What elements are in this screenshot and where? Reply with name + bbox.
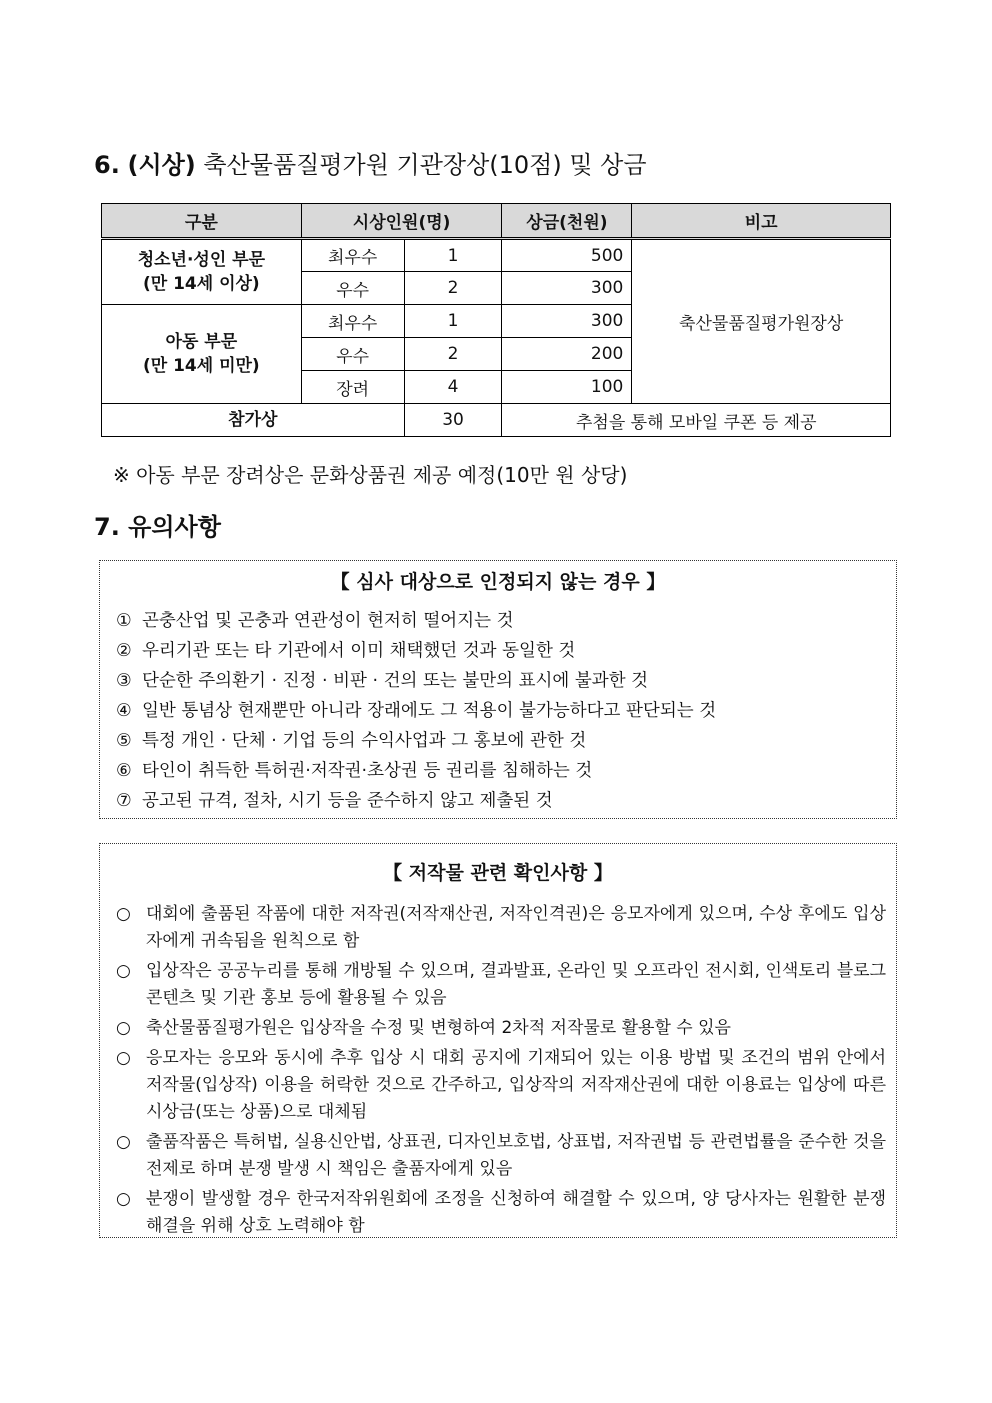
count-cell: 2 [404,272,502,305]
list-item [116,666,896,696]
section-label: (시상) [127,151,196,179]
count-cell: 4 [404,371,502,404]
header-count: 시상인원(명) [301,204,502,239]
award-cell: 우수 [301,272,404,305]
circle-bullet-icon: ○ [116,961,131,981]
table-row [102,404,891,437]
item-marker: ③ [116,671,132,691]
group-name [102,239,302,305]
prize-cell: 200 [502,338,632,371]
list-item [116,901,886,955]
header-prize: 상금(천원) [502,204,632,239]
item-marker: ⑦ [116,791,132,811]
box-title: 【 저작물 관련 확인사항 】 [383,862,613,884]
exclusion-list [100,606,896,816]
group-name-line: (만 14세 이상) [142,274,260,294]
group-name-line: (만 14세 미만) [142,356,260,376]
item-marker: ④ [116,701,132,721]
section-title: 축산물품질평가원 기관장상(10점) 및 상금 [203,151,647,179]
prize-cell: 300 [502,305,632,338]
exclusion-criteria-box [99,560,897,819]
circle-bullet-icon: ○ [116,1189,131,1209]
list-item [116,636,896,666]
count-cell: 2 [404,338,502,371]
participation-count: 30 [404,404,502,437]
item-text: 일반 통념상 현재뿐만 아니라 장래에도 그 적용이 불가능하다고 판단되는 것 [142,701,717,721]
award-cell: 최우수 [301,305,404,338]
prize-table [101,203,891,437]
item-text: 응모자는 응모와 동시에 추후 입상 시 대회 공지에 기재되어 있는 이용 방법 및 조건의 범위 안에서 저작물(입상작) 이용을 허락한 것으로 간주하고, 입상작의 저작재산권에 대한 이용료는 입상에 따른 시상금(또는 상품)으로 대체됨 [146,1048,886,1122]
header-category: 구분 [102,204,302,239]
section-6-heading [94,150,647,180]
item-marker: ⑥ [116,761,132,781]
list-item [116,606,896,636]
participation-desc: 추첨을 통해 모바일 쿠폰 등 제공 [502,404,891,437]
circle-bullet-icon: ○ [116,904,131,924]
item-text: 곤충산업 및 곤충과 연관성이 현저히 떨어지는 것 [142,611,514,631]
circle-bullet-icon: ○ [116,1132,131,1152]
list-item [116,756,896,786]
copyright-notice-box [99,843,897,1238]
award-cell: 우수 [301,338,404,371]
list-item [116,1015,886,1042]
count-cell: 1 [404,239,502,272]
item-marker: ⑤ [116,731,132,751]
list-item [116,696,896,726]
section-7-heading: 7. 유의사항 [94,513,221,541]
participation-label: 참가상 [102,404,405,437]
count-cell: 1 [404,305,502,338]
list-item [116,786,896,816]
item-marker: ② [116,641,132,661]
item-text: 타인이 취득한 특허권·저작권·초상권 등 권리를 침해하는 것 [142,761,593,781]
section-number: 6. [94,151,120,179]
group-name-line: 아동 부문 [165,332,238,352]
prize-cell: 500 [502,239,632,272]
list-item [116,726,896,756]
group-name [102,305,302,404]
note-text: ※ 아동 부문 장려상은 문화상품권 제공 예정(10만 원 상당) [113,463,628,487]
circle-bullet-icon: ○ [116,1018,131,1038]
item-text: 특정 개인 · 단체 · 기업 등의 수익사업과 그 홍보에 관한 것 [142,731,587,751]
prize-cell: 100 [502,371,632,404]
award-cell: 장려 [301,371,404,404]
list-item [116,958,886,1012]
box-title: 【 심사 대상으로 인정되지 않는 경우 】 [330,571,666,593]
list-item [116,1186,886,1240]
list-item [116,1045,886,1126]
list-item [116,1129,886,1183]
item-marker: ① [116,611,132,631]
item-text: 축산물품질평가원은 입상작을 수정 및 변형하여 2차적 저작물로 활용할 수 있음 [146,1018,731,1038]
copyright-list [100,901,896,1240]
item-text: 우리기관 또는 타 기관에서 이미 채택했던 것과 동일한 것 [142,641,576,661]
item-text: 출품작품은 특허법, 실용신안법, 상표권, 디자인보호법, 상표법, 저작권법 등 관련법률을 준수한 것을 전제로 하며 분쟁 발생 시 책임은 출품자에게 있음 [146,1132,886,1179]
item-text: 공고된 규격, 절차, 시기 등을 준수하지 않고 제출된 것 [142,791,553,811]
circle-bullet-icon: ○ [116,1048,131,1068]
item-text: 입상작은 공공누리를 통해 개방될 수 있으며, 결과발표, 온라인 및 오프라인 전시회, 인색토리 블로그 콘텐츠 및 기관 홍보 등에 활용될 수 있음 [146,961,886,1008]
group-name-line: 청소년·성인 부문 [137,250,266,270]
item-text: 대회에 출품된 작품에 대한 저작권(저작재산권, 저작인격권)은 응모자에게 있으며, 수상 후에도 입상자에게 귀속됨을 원칙으로 함 [146,904,886,951]
remark-cell: 축산물품질평가원장상 [632,239,891,404]
table-header-row [102,204,891,239]
prize-cell: 300 [502,272,632,305]
item-text: 단순한 주의환기 · 진정 · 비판 · 건의 또는 불만의 표시에 불과한 것 [142,671,649,691]
award-cell: 최우수 [301,239,404,272]
item-text: 분쟁이 발생할 경우 한국저작위원회에 조정을 신청하여 해결할 수 있으며, 양 당사자는 원활한 분쟁 해결을 위해 상호 노력해야 함 [146,1189,886,1236]
header-remark: 비고 [632,204,891,239]
table-row [102,239,891,272]
